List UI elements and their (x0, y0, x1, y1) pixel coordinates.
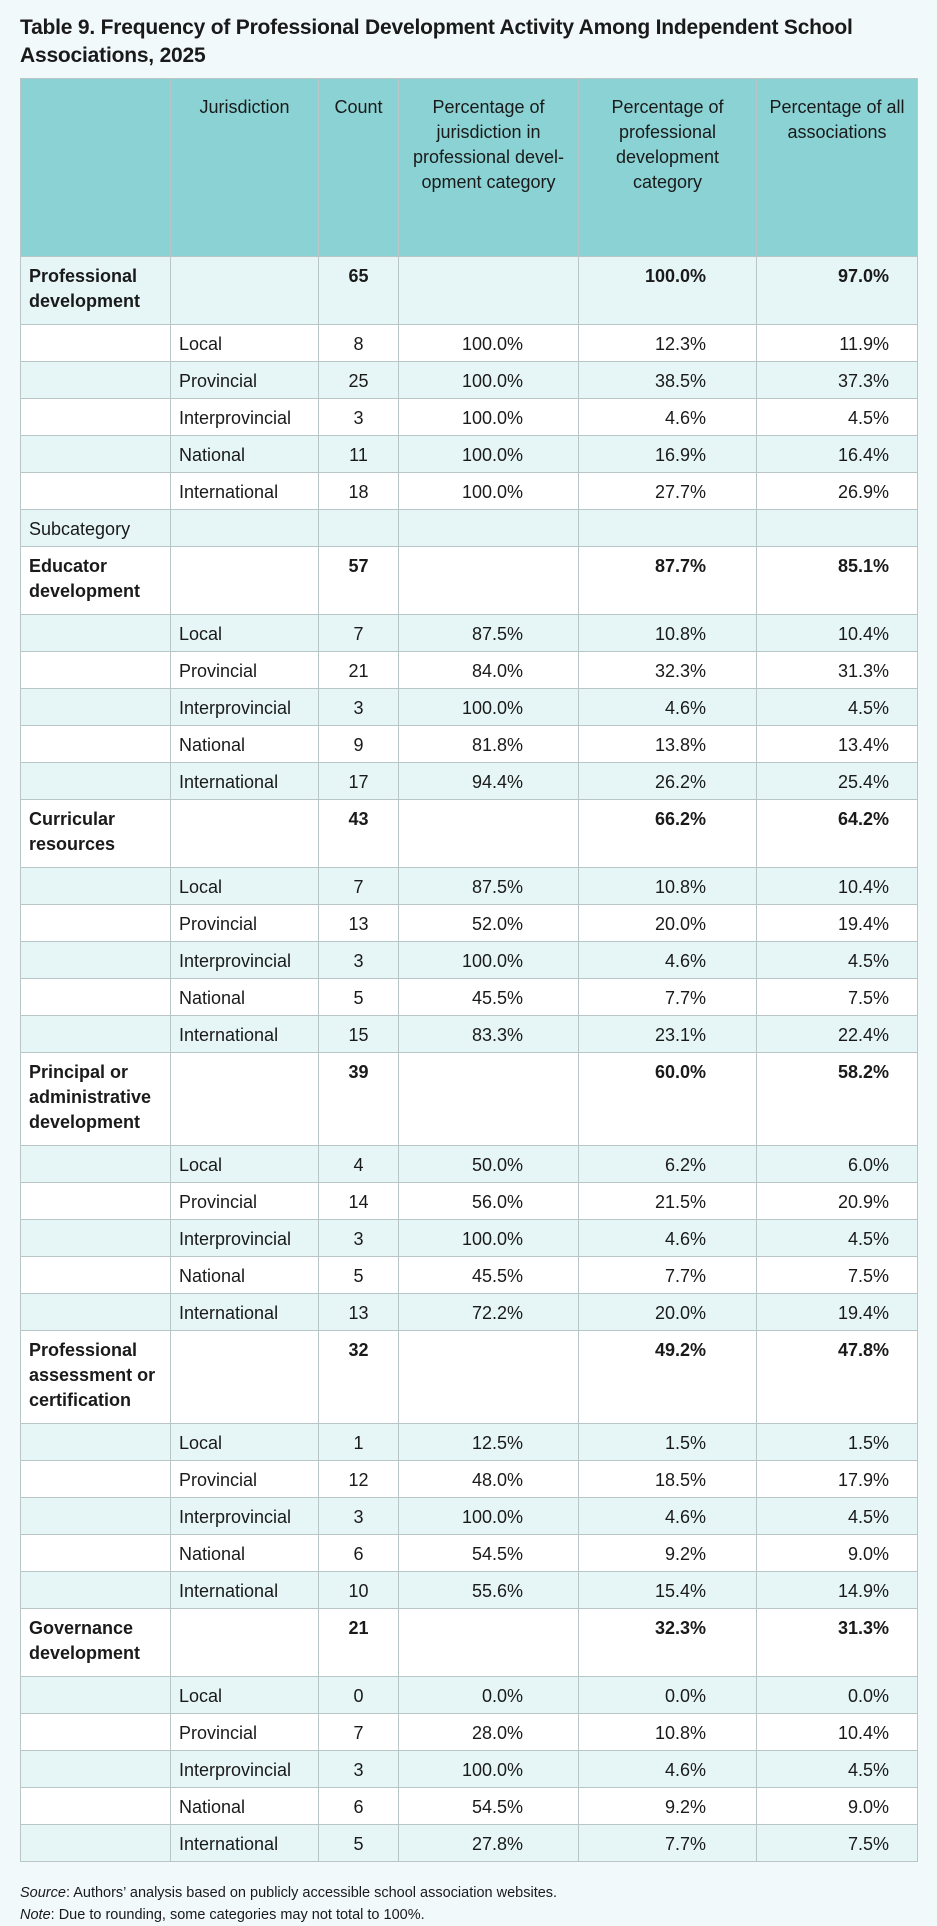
header-pct-all: Percentage of all associations (757, 79, 918, 257)
pct-jurisdiction-cell: 83.3% (399, 1016, 579, 1053)
count-cell: 6 (319, 1535, 399, 1572)
category-name (21, 689, 171, 726)
pct-category-cell: 49.2% (579, 1331, 757, 1424)
category-name (21, 1183, 171, 1220)
jurisdiction-cell (171, 1053, 319, 1146)
category-name (21, 1751, 171, 1788)
count-cell: 14 (319, 1183, 399, 1220)
source-label: Source (20, 1885, 66, 1901)
jurisdiction-cell: Provincial (171, 1714, 319, 1751)
pct-category-cell: 20.0% (579, 1294, 757, 1331)
count-cell: 21 (319, 1609, 399, 1677)
jurisdiction-cell: International (171, 1825, 319, 1862)
category-row (21, 1331, 918, 1424)
count-cell (319, 510, 399, 547)
category-name (21, 1788, 171, 1825)
header-pct-jurisdiction: Percentage of jurisdiction in professional devel-opment category (399, 79, 579, 257)
table-row (21, 652, 918, 689)
category-name (21, 1572, 171, 1609)
pct-category-cell: 15.4% (579, 1572, 757, 1609)
pct-category-cell: 4.6% (579, 689, 757, 726)
pct-category-cell: 9.2% (579, 1535, 757, 1572)
table-row (21, 1788, 918, 1825)
jurisdiction-cell: International (171, 473, 319, 510)
category-name (21, 473, 171, 510)
pct-category-cell: 100.0% (579, 257, 757, 325)
table-row (21, 763, 918, 800)
jurisdiction-cell: Interprovincial (171, 1498, 319, 1535)
pct-all-cell: 97.0% (757, 257, 918, 325)
jurisdiction-cell: Local (171, 1424, 319, 1461)
jurisdiction-cell: Interprovincial (171, 689, 319, 726)
jurisdiction-cell (171, 800, 319, 868)
pct-all-cell: 25.4% (757, 763, 918, 800)
table-title: Table 9. Frequency of Professional Development Activity Among Independent School Associations, 2025 (20, 16, 853, 67)
table-row (21, 726, 918, 763)
jurisdiction-cell: Interprovincial (171, 399, 319, 436)
pct-jurisdiction-cell: 56.0% (399, 1183, 579, 1220)
jurisdiction-cell: Interprovincial (171, 1751, 319, 1788)
jurisdiction-cell: National (171, 979, 319, 1016)
header-row (21, 79, 918, 257)
pct-jurisdiction-cell: 81.8% (399, 726, 579, 763)
pct-all-cell: 85.1% (757, 547, 918, 615)
jurisdiction-cell: International (171, 763, 319, 800)
pct-category-cell: 4.6% (579, 399, 757, 436)
pct-jurisdiction-cell: 100.0% (399, 689, 579, 726)
count-cell: 18 (319, 473, 399, 510)
category-name: Professional assessment or certification (21, 1331, 171, 1424)
pct-jurisdiction-cell: 100.0% (399, 325, 579, 362)
category-row (21, 257, 918, 325)
pct-jurisdiction-cell: 87.5% (399, 868, 579, 905)
table-row (21, 473, 918, 510)
count-cell: 6 (319, 1788, 399, 1825)
pct-all-cell: 6.0% (757, 1146, 918, 1183)
pct-all-cell: 13.4% (757, 726, 918, 763)
count-cell: 3 (319, 1220, 399, 1257)
category-name (21, 868, 171, 905)
pct-all-cell: 10.4% (757, 1714, 918, 1751)
table-row (21, 1146, 918, 1183)
pct-category-cell: 18.5% (579, 1461, 757, 1498)
header-count: Count (319, 79, 399, 257)
pct-category-cell: 4.6% (579, 942, 757, 979)
pct-category-cell: 7.7% (579, 1825, 757, 1862)
count-cell: 3 (319, 399, 399, 436)
table-row (21, 1257, 918, 1294)
table-notes (20, 1882, 917, 1926)
count-cell: 7 (319, 868, 399, 905)
jurisdiction-cell: Provincial (171, 905, 319, 942)
count-cell: 5 (319, 1257, 399, 1294)
pct-all-cell: 19.4% (757, 905, 918, 942)
jurisdiction-cell: National (171, 726, 319, 763)
pct-all-cell: 7.5% (757, 979, 918, 1016)
subcategory-label-row (21, 510, 918, 547)
category-name (21, 1714, 171, 1751)
pct-jurisdiction-cell (399, 800, 579, 868)
pct-category-cell: 1.5% (579, 1424, 757, 1461)
jurisdiction-cell: International (171, 1016, 319, 1053)
pct-all-cell: 4.5% (757, 1751, 918, 1788)
count-cell: 0 (319, 1677, 399, 1714)
note-label: Note (20, 1907, 51, 1923)
jurisdiction-cell: International (171, 1294, 319, 1331)
pct-jurisdiction-cell: 100.0% (399, 473, 579, 510)
pct-jurisdiction-cell: 100.0% (399, 1751, 579, 1788)
pct-category-cell: 13.8% (579, 726, 757, 763)
data-table (20, 78, 918, 1862)
pct-category-cell: 87.7% (579, 547, 757, 615)
pct-category-cell: 0.0% (579, 1677, 757, 1714)
rounding-note (20, 1904, 917, 1926)
category-name (21, 1498, 171, 1535)
pct-all-cell: 7.5% (757, 1257, 918, 1294)
category-name: Subcategory (21, 510, 171, 547)
pct-jurisdiction-cell: 54.5% (399, 1535, 579, 1572)
pct-jurisdiction-cell (399, 510, 579, 547)
pct-all-cell: 4.5% (757, 942, 918, 979)
pct-category-cell: 32.3% (579, 1609, 757, 1677)
table-row (21, 1498, 918, 1535)
count-cell: 11 (319, 436, 399, 473)
category-name (21, 1294, 171, 1331)
jurisdiction-cell: National (171, 436, 319, 473)
count-cell: 3 (319, 1498, 399, 1535)
pct-all-cell: 20.9% (757, 1183, 918, 1220)
jurisdiction-cell: Provincial (171, 362, 319, 399)
pct-all-cell (757, 510, 918, 547)
jurisdiction-cell: Provincial (171, 652, 319, 689)
count-cell: 5 (319, 979, 399, 1016)
pct-category-cell: 6.2% (579, 1146, 757, 1183)
pct-jurisdiction-cell (399, 547, 579, 615)
pct-category-cell: 16.9% (579, 436, 757, 473)
table-container (20, 14, 917, 1926)
pct-all-cell: 10.4% (757, 615, 918, 652)
pct-all-cell: 19.4% (757, 1294, 918, 1331)
jurisdiction-cell (171, 510, 319, 547)
table-row (21, 436, 918, 473)
count-cell: 5 (319, 1825, 399, 1862)
pct-jurisdiction-cell: 27.8% (399, 1825, 579, 1862)
category-name: Governance development (21, 1609, 171, 1677)
count-cell: 8 (319, 325, 399, 362)
count-cell: 65 (319, 257, 399, 325)
pct-jurisdiction-cell: 84.0% (399, 652, 579, 689)
pct-jurisdiction-cell: 100.0% (399, 942, 579, 979)
pct-category-cell: 7.7% (579, 979, 757, 1016)
pct-all-cell: 11.9% (757, 325, 918, 362)
table-row (21, 1016, 918, 1053)
jurisdiction-cell: Local (171, 325, 319, 362)
pct-all-cell: 4.5% (757, 689, 918, 726)
pct-jurisdiction-cell: 45.5% (399, 1257, 579, 1294)
source-note (20, 1882, 917, 1904)
jurisdiction-cell: Local (171, 615, 319, 652)
category-name: Curricular resources (21, 800, 171, 868)
pct-category-cell: 27.7% (579, 473, 757, 510)
pct-all-cell: 1.5% (757, 1424, 918, 1461)
pct-category-cell: 26.2% (579, 763, 757, 800)
pct-all-cell: 31.3% (757, 1609, 918, 1677)
pct-all-cell: 7.5% (757, 1825, 918, 1862)
table-row (21, 1461, 918, 1498)
count-cell: 1 (319, 1424, 399, 1461)
count-cell: 4 (319, 1146, 399, 1183)
table-row (21, 362, 918, 399)
pct-category-cell: 21.5% (579, 1183, 757, 1220)
table-row (21, 1424, 918, 1461)
table-row (21, 1220, 918, 1257)
category-name: Principal or administrative development (21, 1053, 171, 1146)
pct-jurisdiction-cell: 52.0% (399, 905, 579, 942)
category-name (21, 1677, 171, 1714)
count-cell: 7 (319, 615, 399, 652)
category-name (21, 1016, 171, 1053)
category-name (21, 726, 171, 763)
pct-all-cell: 4.5% (757, 1220, 918, 1257)
pct-jurisdiction-cell: 0.0% (399, 1677, 579, 1714)
category-row (21, 800, 918, 868)
pct-jurisdiction-cell: 12.5% (399, 1424, 579, 1461)
pct-category-cell: 4.6% (579, 1498, 757, 1535)
pct-category-cell: 60.0% (579, 1053, 757, 1146)
jurisdiction-cell: Interprovincial (171, 1220, 319, 1257)
count-cell: 3 (319, 1751, 399, 1788)
pct-category-cell: 9.2% (579, 1788, 757, 1825)
table-row (21, 689, 918, 726)
pct-jurisdiction-cell: 100.0% (399, 399, 579, 436)
table-row (21, 942, 918, 979)
pct-category-cell: 66.2% (579, 800, 757, 868)
jurisdiction-cell (171, 257, 319, 325)
header-pct-category: Percentage of professional development category (579, 79, 757, 257)
pct-category-cell: 32.3% (579, 652, 757, 689)
pct-jurisdiction-cell: 100.0% (399, 1498, 579, 1535)
pct-all-cell: 37.3% (757, 362, 918, 399)
count-cell: 3 (319, 942, 399, 979)
pct-jurisdiction-cell: 100.0% (399, 436, 579, 473)
jurisdiction-cell: National (171, 1535, 319, 1572)
pct-jurisdiction-cell: 72.2% (399, 1294, 579, 1331)
category-name (21, 1461, 171, 1498)
pct-all-cell: 16.4% (757, 436, 918, 473)
count-cell: 7 (319, 1714, 399, 1751)
table-row (21, 1751, 918, 1788)
pct-jurisdiction-cell: 48.0% (399, 1461, 579, 1498)
pct-category-cell: 4.6% (579, 1220, 757, 1257)
pct-all-cell: 14.9% (757, 1572, 918, 1609)
table-row (21, 868, 918, 905)
count-cell: 21 (319, 652, 399, 689)
pct-jurisdiction-cell: 50.0% (399, 1146, 579, 1183)
category-row (21, 547, 918, 615)
table-row (21, 1572, 918, 1609)
count-cell: 9 (319, 726, 399, 763)
pct-jurisdiction-cell (399, 1331, 579, 1424)
table-body (21, 257, 918, 1862)
table-row (21, 1677, 918, 1714)
category-row (21, 1053, 918, 1146)
count-cell: 17 (319, 763, 399, 800)
table-row (21, 1714, 918, 1751)
pct-category-cell: 12.3% (579, 325, 757, 362)
table-row (21, 399, 918, 436)
count-cell: 13 (319, 905, 399, 942)
jurisdiction-cell: Local (171, 1677, 319, 1714)
pct-jurisdiction-cell (399, 257, 579, 325)
category-name (21, 763, 171, 800)
category-name (21, 436, 171, 473)
jurisdiction-cell (171, 1331, 319, 1424)
category-name (21, 1424, 171, 1461)
category-name (21, 1220, 171, 1257)
pct-all-cell: 10.4% (757, 868, 918, 905)
jurisdiction-cell: Provincial (171, 1461, 319, 1498)
pct-category-cell: 10.8% (579, 868, 757, 905)
pct-all-cell: 4.5% (757, 399, 918, 436)
pct-all-cell: 17.9% (757, 1461, 918, 1498)
pct-category-cell: 23.1% (579, 1016, 757, 1053)
count-cell: 10 (319, 1572, 399, 1609)
header-blank (21, 79, 171, 257)
category-name (21, 362, 171, 399)
pct-category-cell (579, 510, 757, 547)
pct-jurisdiction-cell (399, 1053, 579, 1146)
table-row (21, 615, 918, 652)
pct-jurisdiction-cell: 100.0% (399, 1220, 579, 1257)
count-cell: 13 (319, 1294, 399, 1331)
category-name (21, 905, 171, 942)
pct-all-cell: 47.8% (757, 1331, 918, 1424)
category-name (21, 615, 171, 652)
category-name (21, 979, 171, 1016)
category-name (21, 325, 171, 362)
pct-jurisdiction-cell: 94.4% (399, 763, 579, 800)
category-name: Educator development (21, 547, 171, 615)
category-name (21, 399, 171, 436)
jurisdiction-cell: National (171, 1257, 319, 1294)
jurisdiction-cell: Provincial (171, 1183, 319, 1220)
pct-all-cell: 0.0% (757, 1677, 918, 1714)
table-row (21, 979, 918, 1016)
jurisdiction-cell: Local (171, 868, 319, 905)
pct-category-cell: 10.8% (579, 615, 757, 652)
category-name (21, 1146, 171, 1183)
count-cell: 43 (319, 800, 399, 868)
category-name (21, 652, 171, 689)
pct-all-cell: 64.2% (757, 800, 918, 868)
pct-all-cell: 31.3% (757, 652, 918, 689)
pct-all-cell: 9.0% (757, 1788, 918, 1825)
table-row (21, 1183, 918, 1220)
pct-jurisdiction-cell: 45.5% (399, 979, 579, 1016)
pct-category-cell: 4.6% (579, 1751, 757, 1788)
table-row (21, 1294, 918, 1331)
count-cell: 12 (319, 1461, 399, 1498)
category-name: Professional development (21, 257, 171, 325)
pct-all-cell: 22.4% (757, 1016, 918, 1053)
count-cell: 15 (319, 1016, 399, 1053)
table-row (21, 905, 918, 942)
category-name (21, 1535, 171, 1572)
pct-all-cell: 4.5% (757, 1498, 918, 1535)
source-text: : Authors’ analysis based on publicly accessible school association websites. (65, 1885, 558, 1901)
pct-jurisdiction-cell: 87.5% (399, 615, 579, 652)
category-name (21, 1257, 171, 1294)
jurisdiction-cell: International (171, 1572, 319, 1609)
count-cell: 57 (319, 547, 399, 615)
jurisdiction-cell: Local (171, 1146, 319, 1183)
category-row (21, 1609, 918, 1677)
pct-jurisdiction-cell: 100.0% (399, 362, 579, 399)
pct-category-cell: 38.5% (579, 362, 757, 399)
count-cell: 39 (319, 1053, 399, 1146)
header-jurisdiction: Jurisdiction (171, 79, 319, 257)
pct-all-cell: 58.2% (757, 1053, 918, 1146)
pct-jurisdiction-cell: 28.0% (399, 1714, 579, 1751)
pct-category-cell: 7.7% (579, 1257, 757, 1294)
jurisdiction-cell (171, 547, 319, 615)
pct-jurisdiction-cell: 55.6% (399, 1572, 579, 1609)
table-row (21, 1535, 918, 1572)
category-name (21, 942, 171, 979)
pct-category-cell: 20.0% (579, 905, 757, 942)
pct-jurisdiction-cell: 54.5% (399, 1788, 579, 1825)
jurisdiction-cell: Interprovincial (171, 942, 319, 979)
table-header (21, 79, 918, 257)
count-cell: 3 (319, 689, 399, 726)
note-text: : Due to rounding, some categories may not total to 100%. (50, 1907, 425, 1923)
jurisdiction-cell (171, 1609, 319, 1677)
pct-jurisdiction-cell (399, 1609, 579, 1677)
pct-all-cell: 26.9% (757, 473, 918, 510)
count-cell: 32 (319, 1331, 399, 1424)
pct-category-cell: 10.8% (579, 1714, 757, 1751)
jurisdiction-cell: National (171, 1788, 319, 1825)
table-row (21, 325, 918, 362)
pct-all-cell: 9.0% (757, 1535, 918, 1572)
count-cell: 25 (319, 362, 399, 399)
